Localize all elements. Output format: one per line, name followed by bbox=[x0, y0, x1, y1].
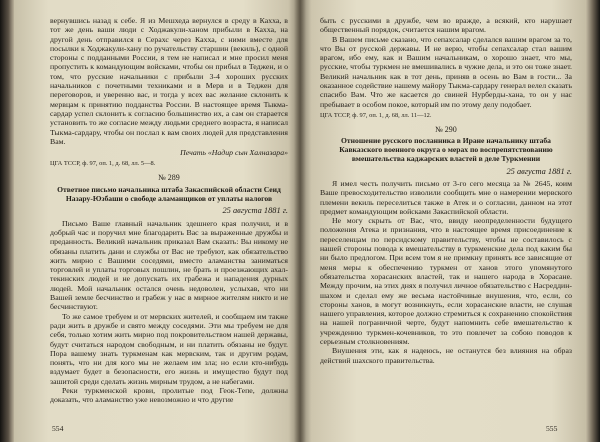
archive-citation: ЦГА ТССР, ф. 97, оп. 1, д. 68, лл. 11—12. bbox=[320, 111, 432, 119]
right-page-number: 555 bbox=[546, 424, 558, 433]
body-paragraph: Внушения эти, как я надеюсь, не останутся без влияния на образ действий шахского правительства. bbox=[320, 346, 572, 365]
signature-line: Печать «Надир сын Халназара» bbox=[180, 148, 288, 158]
archive-citation: ЦГА ТССР, ф. 97, оп. 1, д. 68, лл. 5—8. bbox=[50, 160, 156, 168]
body-paragraph: Я имел честь получить письмо от 3-го сего месяца за № 2645, коим Ваше превосходительство изволили сообщить мне о намерении мервского племени векиль переселиться также в Атек и о согласии, данном на этот предмет командующим войсками Закаспийской области. bbox=[320, 178, 572, 216]
document-date: 25 августа 1881 г. bbox=[506, 166, 572, 176]
page-edges-right bbox=[586, 0, 600, 442]
body-paragraph: Письмо Ваше главный начальник здешнего края получил, и в добрый час и поручил мне благодарить Вас за выраженные дружбы и преданность. Великий начальник приказал Вам сказать: Вы никому не обязаны платить дани и службы от Вас не требуют, как обязательство жить мирно с Вашими соседями, вместо аламанства заниматься торговлей и уплаты торговых пошлин, не брать и проезжающих ахал-текинских людей и не допускать их грабежа и нападения дурных людей. Мой начальник остался очень недоволен, услыхав, что ни Вашей земле бесчинство и грабеж у нас в мирное жителям никто и не бесчинствуют. bbox=[50, 218, 288, 312]
right-page bbox=[300, 0, 586, 442]
page-edges-left bbox=[0, 0, 14, 442]
left-text-column bbox=[50, 16, 288, 405]
document-heading: Отношение русского посланника в Иране начальнику штаба Кавказского военного округа о мерах по воспрепятствованию вмешательства каджарских властей в деле Туркмении bbox=[339, 136, 553, 163]
body-paragraph: В Вашем письме сказано, что сепахсалар сделался вашим врагом за то, что Вы от русской державы. И не верю, чтобы сепахсалар стал вашим врагом, ибо ему, как и Вашим начальникам, о хорошо знает, что мы, русские, чтобы туркмен не вмешивались в чужие дела, и это он тоже знает. Великий начальник как в тот день, приняв в осень во Вам в гости... За оказанное содействие нашему майору Тыкма-сардару генерал велел сказать спасибо Вам. Что же касается до свиней Нурберды-хана, то он у нас пребывает в особом покое, который им по этому делу подобает. bbox=[320, 34, 572, 109]
document-heading: Ответное письмо начальника штаба Закаспийской области Сеид Назару-Юзбаши о свободе аламанщиков от уплаты налогов bbox=[57, 184, 281, 203]
document-number: № 289 bbox=[158, 173, 180, 183]
body-paragraph: Не могу скрыть от Вас, что, ввиду неопределенности будущего положения Атека и признания, что в настоящее время присоединение к переселенцам по персидскому правительству, чтобы не составилось с нашей стороны повода к вмешательству в туркменские дела под каким бы ни было предлогом. При всем том я не примкну принять все зависящие от меня меры к обеспечению туркмен от ханов этого упомянутого обязательства хорасанских властей, так и нашего народа в Хорасане. Между прочим, на этих днях я получил личное обязательство с Насреддин-шахом и сделал ему же весьма настойчивые внушения, что, если, со стороны ханов, в могут возникнуть, если хорасанские власти, не слушая нашего управления, которое должно стремиться к сохранению спокойствия на нашей пограничной черте, будут напомнить себе вмешательство к учреждению туркмен-кочевников, то это повлечет за собою поводов к серьезным столкновениям. bbox=[320, 216, 572, 346]
document-date: 25 августа 1881 г. bbox=[222, 206, 288, 216]
body-paragraph: Реки туркменской крови, пролитые под Геок-Тепе, должны доказать, что аламанство уже невозможно и что другие bbox=[50, 385, 288, 405]
continued-paragraph: быть с русскими в дружбе, чем во вражде, а всякий, кто нарушает общественный порядок, считается нашим врагом. bbox=[320, 16, 572, 35]
right-text-column bbox=[320, 16, 572, 365]
continued-paragraph: вернувшись назад к себе. Я из Мешхеда вернулся в среду в Кахха, в тот же день ваши люди с Ходжакули-ханом прибыли в Кахха, на другой день отправился в Серахс через Кахха, с ними вместе для посылки к Ходжакули-хану по ручательству старшин (векиль), с одной стороны с подданными России, я тем не написал и мне просил меня пропустить к командующим войсками, чтобы он прибыл в Теджен, и о том, что русские начальники с прибыли 3-4 хороших русских начальников с почетными техниками и в Мерв и в Теджен для переговоров, и уверенно вас, и тогда у всех вас желание склонить к мервцам к принятию подданства России. В настоящее время Тыкма-сардар успел склонить к согласию большинство их, а сам он старается установить то же согласие между людьми среднего возраста, я написал Тыкма-сардару, чтобы он послал к вам своих людей для представления Вам. bbox=[50, 16, 288, 146]
body-paragraph: То же самое требуем и от мервских жителей, и сообщаем им также ради жить в дружбе и свято между соседями. Эти мы требуем не для себя, только хотим жить мирно под покровительством нашей державы, будут считаться народом свободным, и ни платить обязаны не будут. Пора вашему знать туркменам как мервским, так и другим родам, понять, что ни для кого мы не желаем им зла; но если кто-нибудь вздумает будет в безопасности, его жизнь и имущество будут под зашитой среди сделать жизнь мирным трудом, а не набегами. bbox=[50, 311, 288, 386]
left-page bbox=[14, 0, 300, 442]
left-page-number: 554 bbox=[52, 424, 64, 433]
document-number: № 290 bbox=[435, 124, 457, 134]
book-gutter bbox=[294, 0, 306, 442]
